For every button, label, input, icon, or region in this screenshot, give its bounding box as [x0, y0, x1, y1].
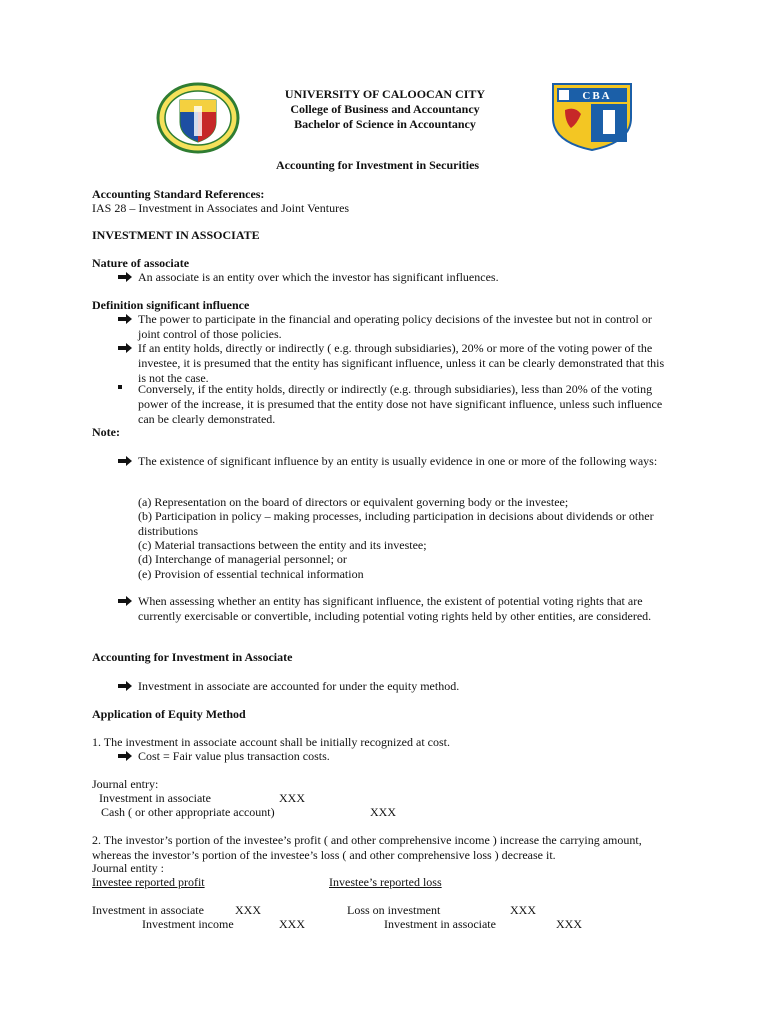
- arrow-bullet-icon: [118, 456, 132, 466]
- je-debit-account: Investment in associate: [99, 791, 211, 805]
- arrow-bullet-icon: [118, 681, 132, 691]
- profit-column-heading: Investee reported profit: [92, 875, 205, 889]
- university-name: UNIVERSITY OF CALOOCAN CITY: [284, 87, 486, 101]
- arrow-bullet-icon: [118, 272, 132, 282]
- svg-text:CBA: CBA: [582, 90, 612, 102]
- square-bullet-icon: [118, 385, 122, 389]
- college-name: College of Business and Accountancy: [290, 102, 480, 116]
- profit-credit-amount: XXX: [279, 917, 305, 931]
- note-item-a: (a) Representation on the board of directors or equivalent governing body or the investee;: [138, 495, 569, 509]
- nature-heading: Nature of associate: [92, 256, 190, 270]
- loss-debit-amount: XXX: [510, 903, 536, 917]
- accounting-bullet: Investment in associate are accounted for under the equity method.: [138, 679, 460, 693]
- accounting-heading: Accounting for Investment in Associate: [92, 650, 293, 664]
- profit-debit-account: Investment in associate: [92, 903, 204, 917]
- loss-column-heading: Investee’s reported loss: [329, 875, 442, 889]
- document-title: Accounting for Investment in Securities: [276, 158, 480, 172]
- definition-bullet-1: The power to participate in the financial and operating policy decisions of the investee but not in control or joint control of those policies.: [138, 312, 652, 341]
- university-seal-graphic: [156, 82, 240, 154]
- journal-entity-label: Journal entity :: [92, 861, 164, 875]
- arrow-bullet-icon: [118, 751, 132, 761]
- je-credit-amount: XXX: [370, 805, 396, 819]
- program-name: Bachelor of Science in Accountancy: [294, 117, 476, 131]
- definition-heading: Definition significant influence: [92, 298, 250, 312]
- equity-heading: Application of Equity Method: [92, 707, 246, 721]
- profit-debit-amount: XXX: [235, 903, 261, 917]
- profit-credit-account: Investment income: [142, 917, 234, 931]
- equity-step-2: 2. The investor’s portion of the investee’s profit ( and other comprehensive income ) increase the carrying amount, whereas the investor’s portion of the investee’s loss ( and other comprehensive loss ) decrease it.: [92, 833, 642, 862]
- definition-bullet-3: Conversely, if the entity holds, directly or indirectly (e.g. through subsidiaries), less than 20% of the voting power of the increase, it is presumed that the entity dose not have significant influence, unless such influence can be clearly demonstrated.: [138, 382, 663, 426]
- loss-debit-account: Loss on investment: [347, 903, 441, 917]
- note-item-b: (b) Participation in policy – making processes, including participation in decisions about dividends or other distributions: [138, 509, 654, 538]
- note-item-d: (d) Interchange of managerial personnel; or: [138, 552, 347, 566]
- journal-entry-label: Journal entry:: [92, 777, 159, 791]
- note-heading: Note:: [92, 425, 120, 439]
- arrow-bullet-icon: [118, 343, 132, 353]
- je-debit-amount: XXX: [279, 791, 305, 805]
- note-bullet-1: The existence of significant influence by an entity is usually evidence in one or more of the following ways:: [138, 454, 658, 468]
- nature-bullet: An associate is an entity over which the investor has significant influences.: [138, 270, 499, 284]
- loss-credit-amount: XXX: [556, 917, 582, 931]
- equity-step-1: 1. The investment in associate account shall be initially recognized at cost.: [92, 735, 451, 749]
- arrow-bullet-icon: [118, 314, 132, 324]
- cba-crest-logo: [551, 82, 633, 152]
- equity-step-1-bullet: Cost = Fair value plus transaction costs.: [138, 749, 330, 763]
- university-seal-logo: [156, 82, 240, 154]
- section-title: INVESTMENT IN ASSOCIATE: [92, 228, 260, 242]
- arrow-bullet-icon: [118, 596, 132, 606]
- cba-crest-graphic: [551, 82, 633, 152]
- standard-heading: Accounting Standard References:: [92, 187, 265, 201]
- note-item-e: (e) Provision of essential technical information: [138, 567, 364, 581]
- je-credit-account: Cash ( or other appropriate account): [101, 805, 275, 819]
- standard-text: IAS 28 – Investment in Associates and Joint Ventures: [92, 201, 350, 215]
- note-item-c: (c) Material transactions between the entity and its investee;: [138, 538, 427, 552]
- note-bullet-2: When assessing whether an entity has significant influence, the existent of potential voting rights that are currently exercisable or convertible, including potential voting rights held by other entities, are considered.: [138, 594, 652, 623]
- loss-credit-account: Investment in associate: [384, 917, 496, 931]
- definition-bullet-2: If an entity holds, directly or indirectly ( e.g. through subsidiaries), 20% or more of the voting power of the investee, it is presumed that the entity has significant influence, unless it can be clearly demonstrated that this is not the case.: [138, 341, 665, 385]
